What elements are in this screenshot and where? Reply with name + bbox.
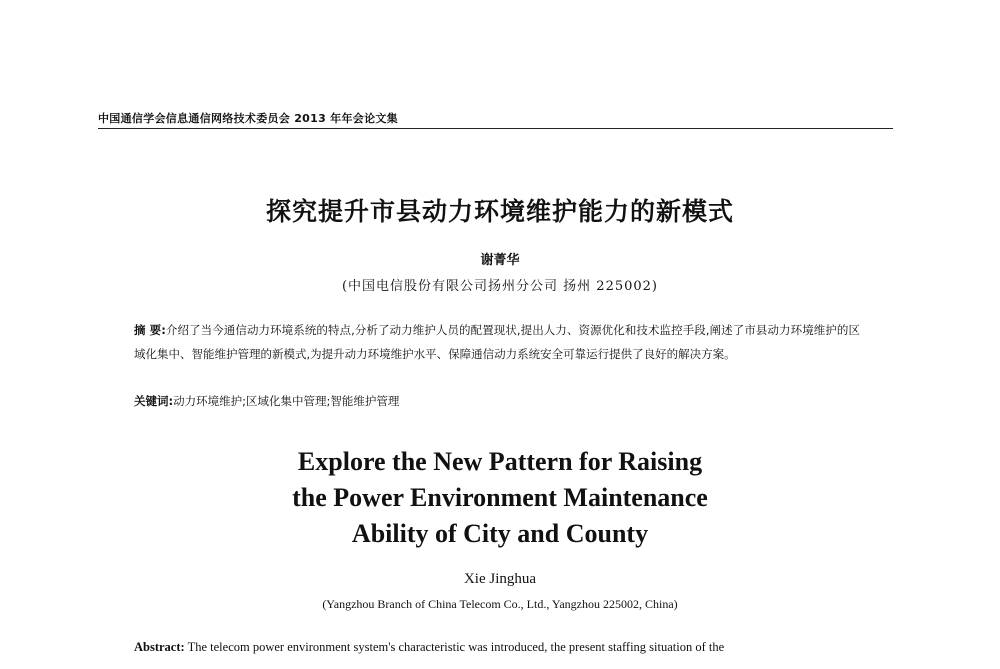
chinese-affiliation: (中国电信股份有限公司扬州分公司 扬州 225002) xyxy=(341,279,659,294)
english-abstract xyxy=(134,634,860,660)
chinese-abstract xyxy=(134,318,860,366)
english-title-line: Explore the New Pattern for Raising xyxy=(297,447,703,476)
proceedings-header: 中国通信学会信息通信网络技术委员会 2013 年年会论文集 xyxy=(98,112,398,125)
chinese-abstract-text: 介绍了当今通信动力环境系统的特点,分析了动力维护人员的配置现状,提出人力、资源优化和技术监控手段,阐述了市县动力环境维护的区域化集中、智能维护管理的新模式,为提升动力环境维护水平、保障通信动力系统安全可靠运行提供了良好的解决方案。 xyxy=(134,323,860,361)
english-abstract-label: Abstract: xyxy=(134,640,185,654)
chinese-keywords-label: 关键词: xyxy=(134,394,174,408)
chinese-abstract-label: 摘 要: xyxy=(134,323,166,337)
header-rule xyxy=(98,128,893,129)
english-title-line: the Power Environment Maintenance xyxy=(292,483,708,512)
english-abstract-text: The telecom power environment system's characteristic was introduced, the present staffing situation of the xyxy=(187,640,725,654)
chinese-title: 探究提升市县动力环境维护能力的新模式 xyxy=(265,197,734,226)
english-title-line: Ability of City and County xyxy=(351,519,649,548)
chinese-author: 谢菁华 xyxy=(480,253,520,268)
chinese-keywords-text: 动力环境维护;区域化集中管理;智能维护管理 xyxy=(173,394,400,408)
english-author: Xie Jinghua xyxy=(463,571,537,587)
chinese-keywords xyxy=(134,389,860,413)
english-title xyxy=(0,444,1000,552)
english-affiliation: (Yangzhou Branch of China Telecom Co., Ltd., Yangzhou 225002, China) xyxy=(322,597,678,611)
